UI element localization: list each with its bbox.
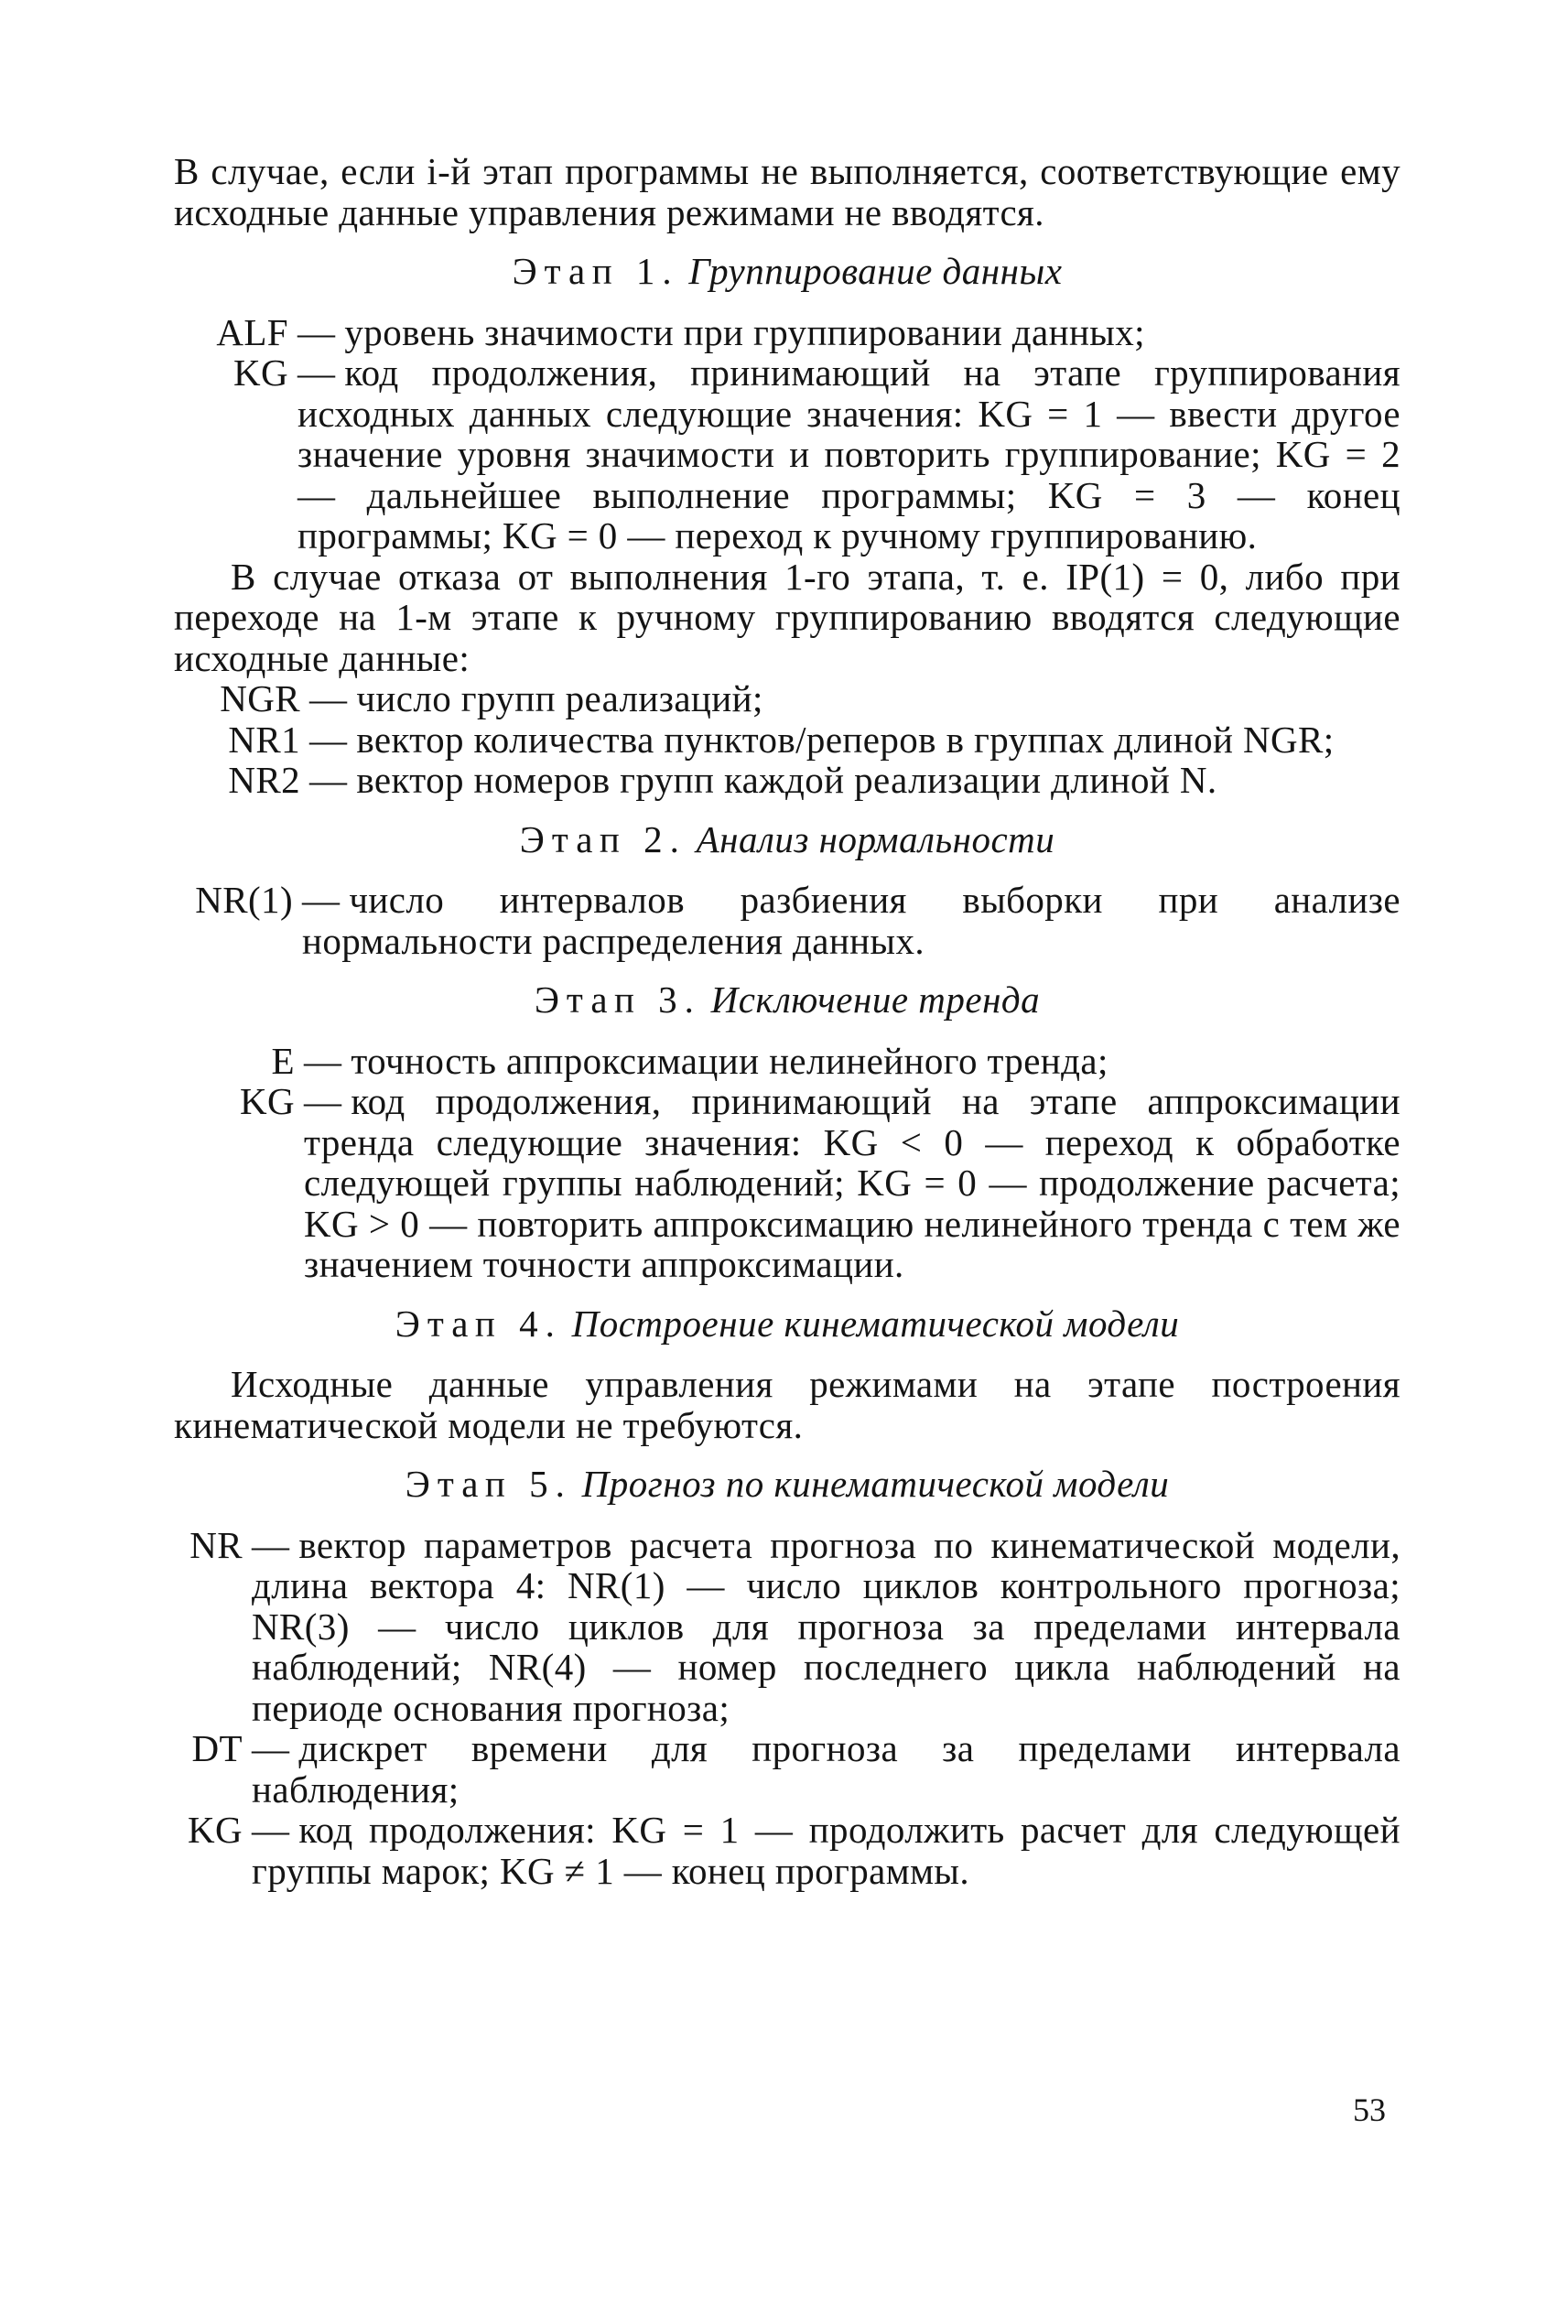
definition-text: — дискрет времени для прогноза за пределами интервала наблюдения; xyxy=(252,1727,1400,1811)
stage-3-title: Исключение тренда xyxy=(710,978,1041,1021)
page-number: 53 xyxy=(1353,2092,1386,2128)
definition-term: KG xyxy=(187,1809,243,1851)
stage-3-definitions xyxy=(174,1041,1400,1285)
stage-5-title: Прогноз по кинематической модели xyxy=(581,1463,1170,1505)
stage-5-definitions xyxy=(174,1525,1400,1892)
page-text xyxy=(174,151,1400,1891)
definition-term: KG xyxy=(239,1080,295,1122)
stage-4-label: Этап 4. xyxy=(395,1302,562,1345)
stage-5-heading xyxy=(174,1464,1400,1505)
intro-paragraph: В случае, если i-й этап программы не выполняется, соответствующие ему исходные данные управления режимами не вводятся. xyxy=(174,150,1400,233)
definition-term: ALF xyxy=(216,310,288,353)
stage-2-heading xyxy=(174,819,1400,860)
stage-3-label: Этап 3. xyxy=(534,978,701,1021)
definition-text: — код продолжения, принимающий на этапе группирования исходных данных следующие значения: KG = 1 — ввести другое значение уровня значимости и повторить группирование; KG = 2 — дальнейшее выполнение программы; KG = 3 — конец программы; KG = 0 — переход к ручному группированию. xyxy=(297,351,1400,557)
definition-text: — код продолжения, принимающий на этапе аппроксимации тренда следующие значения: KG < 0 — переход к обработке следующей группы наблюдений; KG = 0 — продолжение расчета; KG > 0 — повторить аппроксимацию нелинейного тренда с тем же значением точности аппроксимации. xyxy=(304,1080,1400,1285)
definition-term: NR xyxy=(189,1523,243,1566)
stage-4-heading xyxy=(174,1303,1400,1345)
definition-term: NGR xyxy=(220,677,300,719)
definition-term: DT xyxy=(191,1727,243,1769)
definition-term: E xyxy=(271,1039,295,1082)
definition-term: KG xyxy=(232,351,288,394)
stage-1-manual-definitions xyxy=(174,678,1400,801)
definition-item xyxy=(174,1728,1400,1810)
stage-4-paragraph: Исходные данные управления режимами на этапе построения кинематической модели не требуются. xyxy=(174,1363,1400,1446)
stage-1-heading xyxy=(174,251,1400,292)
definition-item xyxy=(174,760,1400,801)
definition-term: NR(1) xyxy=(195,879,293,921)
definition-text: — вектор номеров групп каждой реализации длиной N. xyxy=(309,759,1217,801)
definition-text: — вектор параметров расчета прогноза по кинематической модели, длина вектора 4: NR(1) — число циклов контрольного прогноза; NR(3) — число циклов для прогноза за пределами интервала наблюдений; NR(4) — номер последнего цикла наблюдений на периоде основания прогноза; xyxy=(252,1523,1400,1729)
definition-item xyxy=(174,1525,1400,1729)
stage-2-title: Анализ нормальности xyxy=(696,817,1055,860)
definition-item xyxy=(174,678,1400,719)
definition-text: — код продолжения: KG = 1 — продолжить расчет для следующей группы марок; KG ≠ 1 — конец программы. xyxy=(252,1809,1400,1892)
definition-text: — число групп реализаций; xyxy=(309,677,763,719)
definition-term: NR2 xyxy=(228,759,300,801)
stage-1-definitions xyxy=(174,312,1400,557)
definition-item xyxy=(174,1081,1400,1285)
stage-2-label: Этап 2. xyxy=(519,817,687,860)
stage-2-definitions xyxy=(174,880,1400,961)
definition-item xyxy=(174,312,1400,353)
definition-item xyxy=(174,1810,1400,1891)
stage-5-label: Этап 5. xyxy=(405,1463,572,1505)
definition-item xyxy=(174,880,1400,961)
definition-text: — точность аппроксимации нелинейного тренда; xyxy=(304,1039,1108,1082)
definition-text: — вектор количества пунктов/реперов в группах длиной NGR; xyxy=(309,718,1335,761)
definition-item xyxy=(174,352,1400,557)
definition-item xyxy=(174,719,1400,761)
stage-4-title: Построение кинематической модели xyxy=(571,1302,1180,1345)
definition-term: NR1 xyxy=(228,718,300,761)
stage-1-title: Группирование данных xyxy=(688,250,1063,292)
stage-3-heading xyxy=(174,979,1400,1021)
stage-1-label: Этап 1. xyxy=(512,250,679,292)
definition-text: — уровень значимости при группировании данных; xyxy=(297,310,1145,353)
stage-1-note: В случае отказа от выполнения 1-го этапа, т. е. IP(1) = 0, либо при переходе на 1-м этапе к ручному группированию вводятся следующие исходные данные: xyxy=(174,555,1400,679)
definition-item xyxy=(174,1041,1400,1082)
definition-text: — число интервалов разбиения выборки при анализе нормальности распределения данных. xyxy=(302,879,1400,962)
